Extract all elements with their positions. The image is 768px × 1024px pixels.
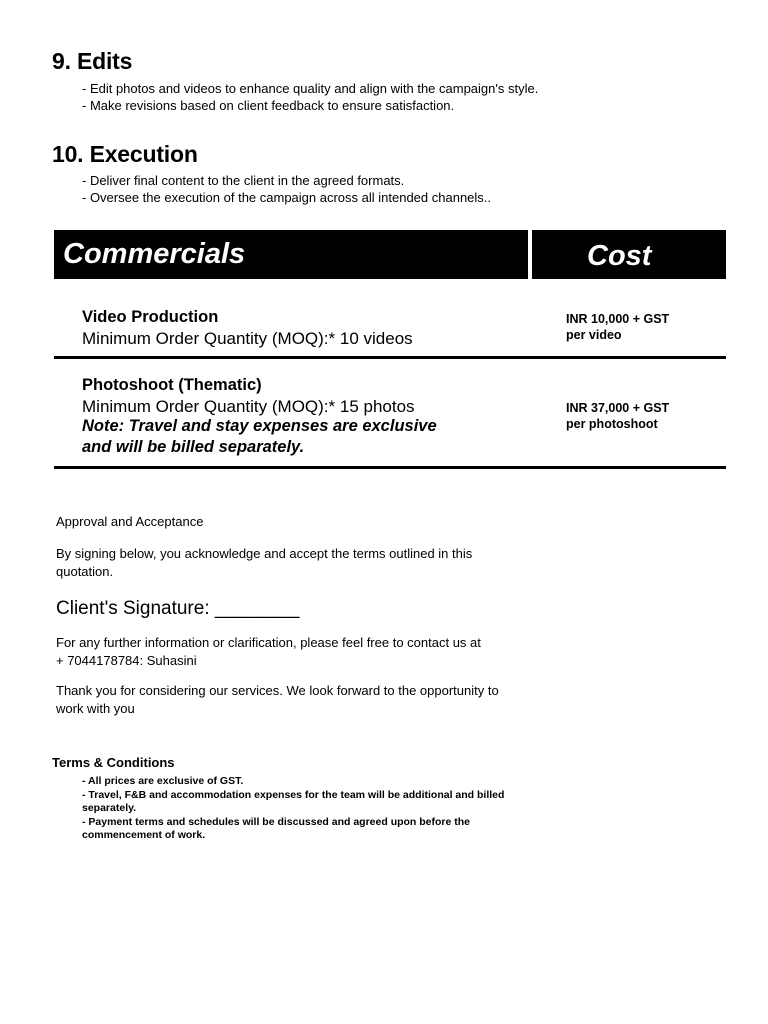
price-amount: INR 37,000 + GST	[566, 401, 670, 415]
price-unit: per photoshoot	[566, 417, 658, 431]
approval-heading: Approval and Acceptance	[56, 514, 204, 529]
bullet-item: - Edit photos and videos to enhance quality and align with the campaign's style.	[82, 81, 539, 96]
contact-info	[56, 634, 481, 670]
item-name-photoshoot: Photoshoot (Thematic)	[82, 376, 262, 394]
price-photoshoot	[566, 400, 669, 432]
thanks-line: Thank you for considering our services. We look forward to the opportunity to	[56, 683, 499, 698]
note-line: and will be billed separately.	[82, 438, 305, 456]
thanks-line: work with you	[56, 701, 135, 716]
approval-text	[56, 545, 472, 581]
section-title-execution: 10. Execution	[52, 141, 198, 167]
item-moq-photoshoot: Minimum Order Quantity (MOQ):* 15 photos	[82, 397, 415, 416]
contact-line: For any further information or clarification, please feel free to contact us at	[56, 635, 481, 650]
edits-bullets	[82, 81, 538, 114]
execution-bullets	[82, 173, 491, 206]
approval-text-line: quotation.	[56, 564, 114, 579]
row-divider	[54, 356, 726, 359]
price-unit: per video	[566, 328, 622, 342]
commercials-header: Commercials	[54, 230, 528, 279]
terms-line: - Travel, F&B and accommodation expenses for the team will be additional and billed	[82, 788, 505, 801]
terms-line: separately.	[82, 802, 137, 814]
note-line: Note: Travel and stay expenses are exclusive	[82, 417, 437, 435]
terms-line: commencement of work.	[82, 829, 206, 841]
item-name-video-production: Video Production	[82, 308, 219, 326]
price-video	[566, 311, 669, 343]
table-bottom-rule	[54, 466, 726, 469]
approval-text-line: By signing below, you acknowledge and accept the terms outlined in this	[56, 546, 473, 561]
terms-line: - All prices are exclusive of GST.	[82, 775, 244, 787]
price-amount: INR 10,000 + GST	[566, 312, 670, 326]
terms-list	[82, 775, 552, 843]
contact-phone: + 7044178784: Suhasini	[56, 653, 197, 668]
bullet-item: - Make revisions based on client feedback to ensure satisfaction.	[82, 97, 455, 113]
section-title-edits: 9. Edits	[52, 48, 133, 74]
cost-header: Cost	[532, 230, 726, 279]
item-note-photoshoot	[82, 416, 437, 458]
client-signature-line: Client's Signature: ________	[56, 598, 300, 619]
bullet-item: - Deliver final content to the client in the agreed formats.	[82, 173, 405, 188]
terms-line: - Payment terms and schedules will be discussed and agreed upon before the	[82, 815, 471, 828]
bullet-item: - Oversee the execution of the campaign across all intended channels..	[82, 189, 492, 205]
item-moq-video: Minimum Order Quantity (MOQ):* 10 videos	[82, 329, 413, 348]
terms-title: Terms & Conditions	[52, 755, 175, 770]
thanks-text	[56, 682, 499, 718]
